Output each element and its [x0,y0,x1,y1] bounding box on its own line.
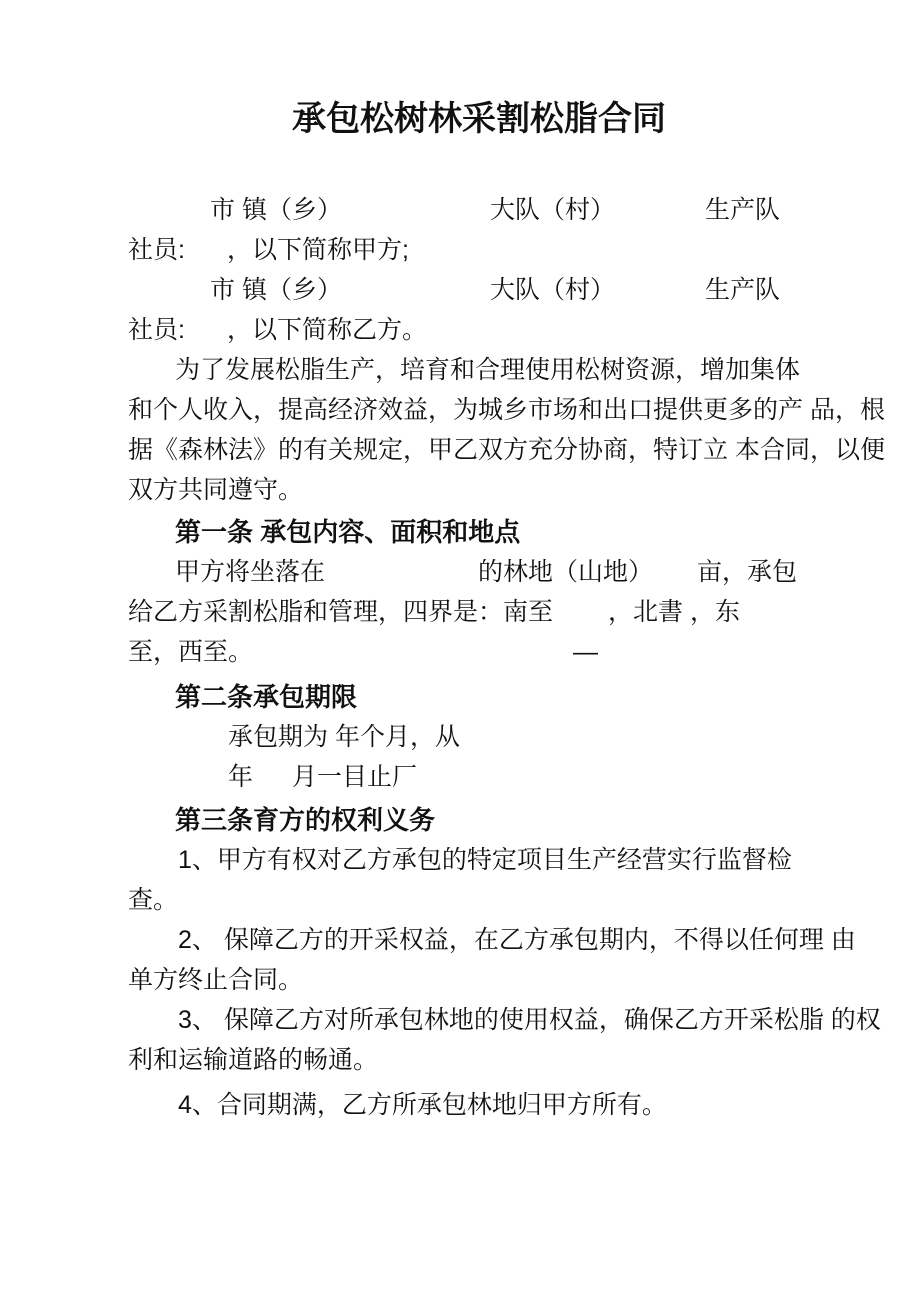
blank-field [342,297,490,298]
blank-field [342,217,490,218]
blank-field [553,619,608,620]
article-3-item-1-line-1: 1、甲方有权对乙方承包的特定项目生产经营实行监督检 [178,846,792,874]
party-b-member-text: ，以下简称乙方。 [226,316,427,344]
article-2-heading: 第二条承包期限 [175,682,358,712]
party-a-org-seg2: 大队（村） [489,196,615,224]
article-1-line-1-seg3: 亩，承包 [697,558,798,586]
article-2-line-2-seg2: 月一目止厂 [292,763,418,791]
dash-mark: — [573,638,599,666]
article-1-line-3-text: 至，西至。 [128,638,254,666]
party-b-org-seg1: 市 镇（乡） [210,276,342,304]
blank-field [185,337,227,338]
article-1-line-3 [128,632,830,672]
blank-field [253,784,292,785]
party-a-member-line [128,230,830,270]
party-b-member-label: 社员: [128,316,185,344]
article-2-line-2 [228,757,830,797]
party-b-org-seg3: 生产队 [704,276,780,304]
party-a-org-seg1: 市 镇（乡） [210,196,342,224]
preamble-line-3: 据《森林法》的有关规定，甲乙双方充分协商，特订立 本合同，以便 [128,436,885,464]
article-3-item-4-line-1: 4、合同期满，乙方所承包林地归甲方所有。 [178,1091,667,1119]
party-a-org-seg3: 生产队 [704,196,780,224]
article-3-item-2-line-1: 2、 保障乙方的开采权益，在乙方承包期内，不得以任何理 由 [178,926,856,954]
article-1-line-1-seg1: 甲方将坐落在 [175,558,326,586]
article-1-heading: 第一条 承包内容、面积和地点 [175,517,521,547]
article-3-item-2-line-2: 单方终止合同。 [128,966,304,994]
blank-field [615,297,705,298]
blank-field [185,257,227,258]
article-1-line-2 [128,592,830,632]
article-2-line-1: 承包期为 年个月，从 [228,723,460,751]
party-b-member-line [128,310,830,350]
article-3-item-1-line-2: 查。 [128,886,179,914]
preamble-line-1: 为了发展松脂生产，培育和合理使用松树资源，增加集体 [175,356,801,384]
article-1-line-2-seg2: ，北書 ，东 [608,598,740,626]
article-1-line-2-seg1: 给乙方采割松脂和管理，四界是：南至 [128,598,554,626]
article-3-item-3-line-1: 3、 保障乙方对所承包林地的使用权益，确保乙方开采松脂 的权 [178,1006,881,1034]
article-3-item-3-line-2: 利和运输道路的畅通。 [128,1046,379,1074]
party-a-member-label: 社员: [128,236,185,264]
blank-field [615,217,705,218]
article-1-line-1 [175,552,830,592]
blank-field [325,579,478,580]
preamble-line-4: 双方共同遵守。 [128,476,304,504]
party-b-org-line [210,270,830,310]
article-1-line-1-seg2: 的林地（山地） [478,558,654,586]
party-a-org-line [210,190,830,230]
document-title: 承包松树林采割松脂合同 [292,100,666,138]
article-3-heading: 第三条育方的权利义务 [175,805,436,835]
blank-field [653,579,697,580]
party-a-member-text: ，以下简称甲方; [226,236,409,264]
party-b-org-seg2: 大队（村） [489,276,615,304]
article-2-line-2-seg1: 年 [228,763,254,791]
preamble-line-2: 和个人收入，提高经济效益，为城乡市场和出口提供更多的产 品，根 [128,396,885,424]
blank-field [253,659,573,660]
